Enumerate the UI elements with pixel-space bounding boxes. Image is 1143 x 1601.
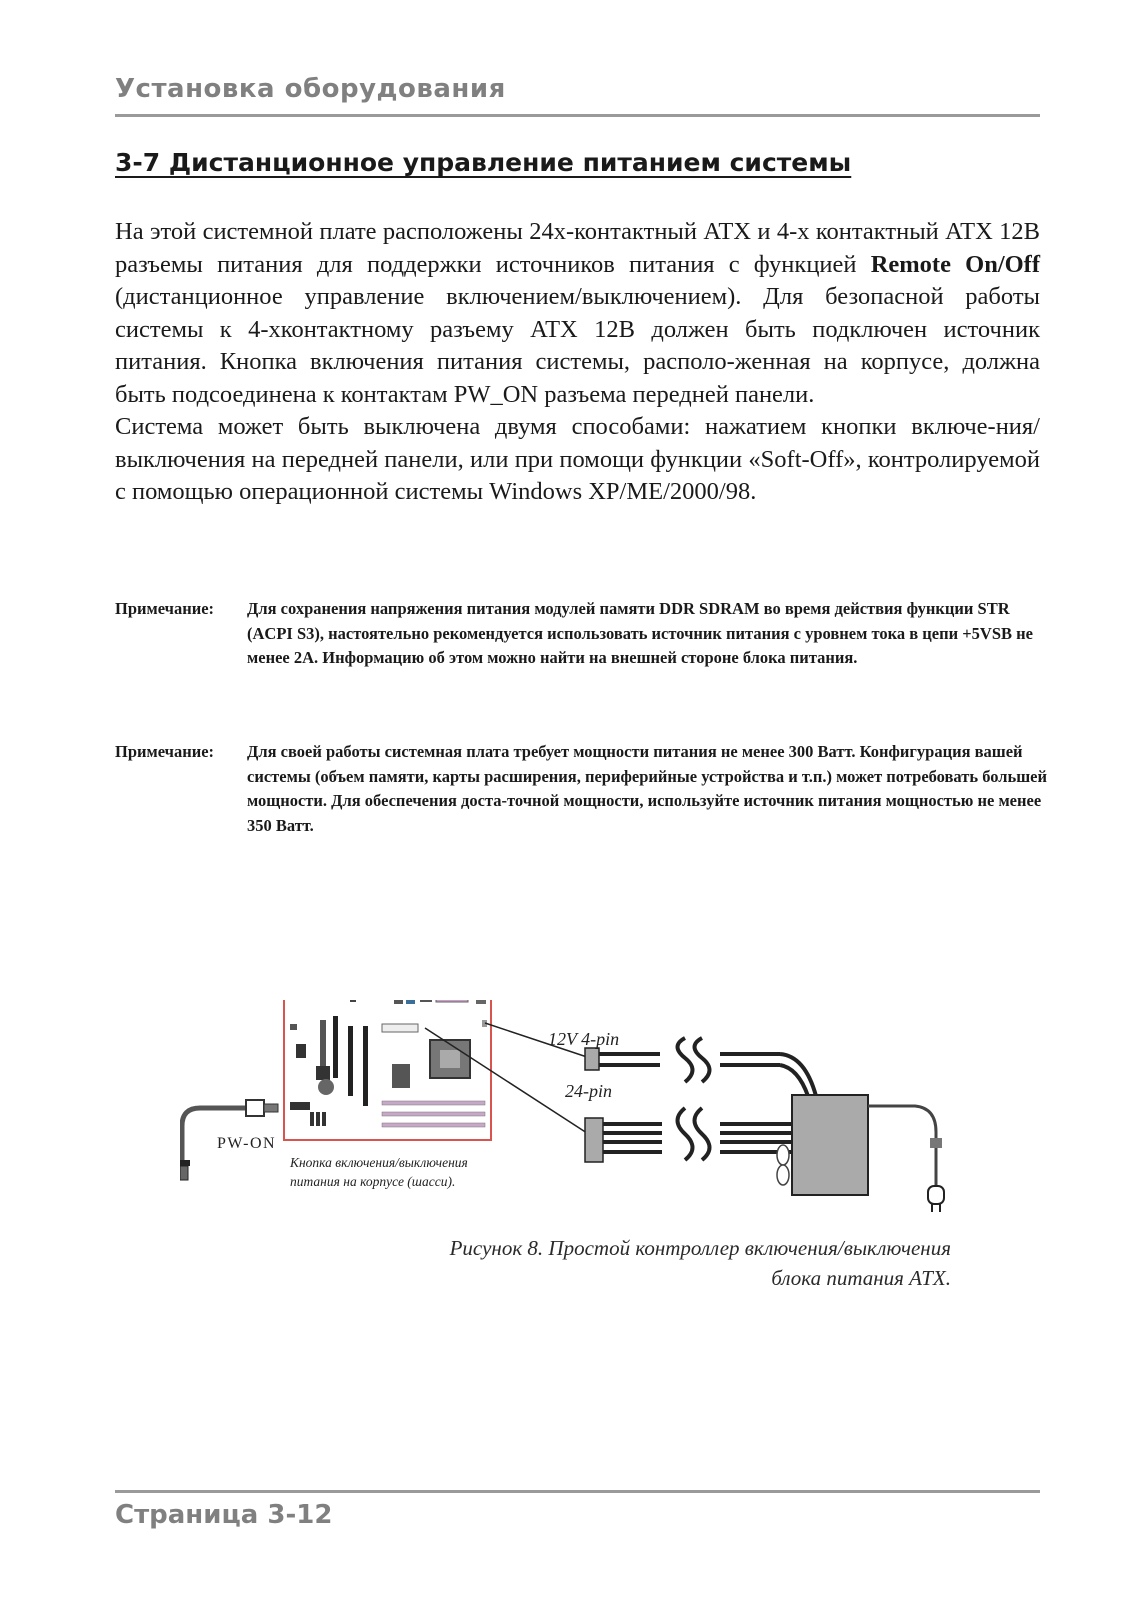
paragraph-1 [115, 216, 1040, 411]
paragraph-2: Система может быть выключена двумя способами: нажатием кнопки включе-ния/выключения на передней панели, или при помощи функции «Soft-Off», контролируемой с помощью операционной системы Windows XP/ME/2000/98. [115, 413, 1040, 505]
motherboard-diagram [284, 1000, 491, 1140]
note-2-label: Примечание: [115, 742, 215, 761]
header-divider [115, 114, 1040, 117]
connector-24pin [585, 1118, 603, 1162]
remote-on-off-term: Remote On/Off [870, 250, 1040, 278]
paragraph-1-start: На этой системной плате расположены 24х-контактный ATX и 4-х контактный ATX 12В разъемы питания для поддержки источников питания с функцией [115, 218, 1040, 278]
footer-divider [115, 1490, 1040, 1493]
button-caption-line-1: Кнопка включения/выключения [290, 1155, 468, 1170]
body-text [115, 216, 1040, 509]
note-2-text: Для своей работы системная плата требует мощности питания не менее 300 Ватт. Конфигурация вашей системы (объем памяти, карты расширения, периферийные устройства и т.п.) может потребовать большей мощности. Для обеспечения доста-точной мощности, используйте источник питания мощностью не менее 350 Ватт. [247, 742, 1048, 835]
paragraph-1-end: (дистанционное управление включением/выключением). Для безопасной работы системы к 4-хконтактному разъему ATX 12В должен быть подключен источник питания. Кнопка включения питания системы, располо-женная на корпусе, должна быть подсоединена к контактам PW_ON разъема передней панели. [115, 283, 1040, 408]
section-title: 3-7 Дистанционное управление питанием системы [115, 148, 852, 177]
label-24pin: 24-pin [565, 1081, 612, 1101]
figure-caption-line-2: блока питания ATX. [771, 1266, 951, 1290]
note-2 [115, 740, 1050, 838]
power-controller-figure [180, 1000, 980, 1225]
figure-caption-line-1: Рисунок 8. Простой контроллер включения/выключения [449, 1236, 951, 1260]
label-12v-4pin: 12V 4-pin [548, 1029, 620, 1049]
button-caption-line-2: питания на корпусе (шасси). [290, 1174, 456, 1189]
note-1 [115, 597, 1050, 671]
note-1-text: Для сохранения напряжения питания модулей памяти DDR SDRAM во время действия функции STR (ACPI S3), настоятельно рекомендуется использовать источник питания с уровнем тока в цепи +5VSB не менее 2А. Информацию об этом можно найти на внешней стороне блока питания. [247, 599, 1033, 667]
page-header-title: Установка оборудования [115, 74, 506, 104]
connector-12v [585, 1048, 599, 1070]
page-number: Страница 3-12 [115, 1500, 333, 1530]
figure-caption [450, 1233, 951, 1293]
power-supply-unit [777, 1095, 944, 1212]
label-pw-on: PW-ON [217, 1135, 277, 1152]
cable-break-symbols [678, 1038, 710, 1160]
note-1-label: Примечание: [115, 599, 215, 618]
